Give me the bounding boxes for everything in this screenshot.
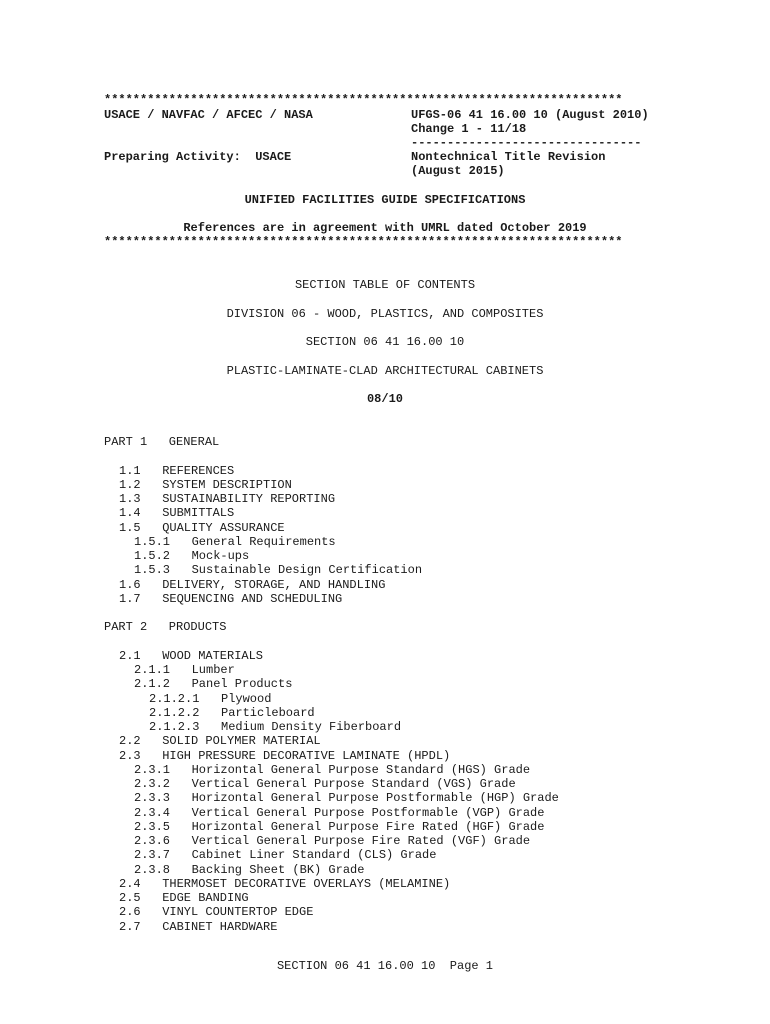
toc-entry-number: 2.3.2: [134, 777, 171, 791]
toc-part-heading: PART 2 PRODUCTS: [104, 620, 227, 635]
toc-entry-number: 2.3.7: [134, 848, 171, 862]
toc-entry-title: Mock-ups: [191, 549, 250, 563]
toc-entry-number: 1.5.2: [134, 549, 171, 563]
toc-entry: [149, 720, 401, 734]
toc-entry-number: 2.1.1: [134, 663, 171, 677]
toc-entry-number: 2.4: [119, 877, 141, 891]
toc-entry-number: 2.3.3: [134, 791, 171, 805]
toc-entry-number: 1.1: [119, 464, 141, 478]
header-preparing-activity: Preparing Activity: USACE: [104, 150, 292, 164]
toc-entry: [119, 749, 450, 763]
toc-entry-title: Sustainable Design Certification: [191, 563, 423, 577]
toc-entry-number: 1.7: [119, 592, 141, 606]
toc-entry-title: WOOD MATERIALS: [162, 649, 264, 663]
toc-entry-number: 2.5: [119, 891, 141, 905]
toc-entry: [134, 848, 436, 862]
toc-entry: [134, 863, 364, 877]
toc-entry-number: 2.3.1: [134, 763, 171, 777]
toc-entry-number: 2.7: [119, 920, 141, 934]
toc-entry-number: 2.3.5: [134, 820, 171, 834]
toc-date: 08/10: [366, 392, 403, 406]
header-ufgs-number: UFGS-06 41 16.00 10 (August 2010): [411, 108, 649, 122]
toc-entry-title: Horizontal General Purpose Fire Rated (HGF) Grade: [191, 820, 545, 834]
toc-entry-title: Vertical General Purpose Fire Rated (VGF) Grade: [191, 834, 531, 848]
toc-entry: [119, 920, 277, 934]
toc-entry-title: Horizontal General Purpose Standard (HGS) Grade: [191, 763, 531, 777]
toc-entry: [134, 563, 422, 577]
toc-entry-title: THERMOSET DECORATIVE OVERLAYS (MELAMINE): [162, 877, 451, 891]
toc-entry: [134, 677, 292, 691]
toc-entry: [119, 506, 234, 520]
toc-entry-number: 1.5.1: [134, 535, 171, 549]
toc-entry-title: CABINET HARDWARE: [162, 920, 278, 934]
toc-entry: [119, 464, 234, 478]
toc-entry-number: 2.1.2.2: [149, 706, 200, 720]
toc-entry: [119, 905, 313, 919]
toc-entry-number: 1.2: [119, 478, 141, 492]
toc-entry-number: 1.5: [119, 521, 141, 535]
toc-entry-title: HIGH PRESSURE DECORATIVE LAMINATE (HPDL): [162, 749, 451, 763]
toc-entry-title: SYSTEM DESCRIPTION: [162, 478, 292, 492]
toc-entry-number: 2.1.2: [134, 677, 171, 691]
toc-division: DIVISION 06 - WOOD, PLASTICS, AND COMPOSITES: [226, 307, 544, 321]
toc-entry-title: SOLID POLYMER MATERIAL: [162, 734, 321, 748]
toc-entry-number: 2.3.4: [134, 806, 171, 820]
toc-part-heading: PART 1 GENERAL: [104, 435, 220, 449]
toc-entry: [134, 777, 516, 791]
header-ufgs-title: UNIFIED FACILITIES GUIDE SPECIFICATIONS: [244, 193, 526, 207]
header-stars-top: ************************************************************************: [104, 93, 623, 107]
toc-entry-title: Vertical General Purpose Standard (VGS) Grade: [191, 777, 516, 791]
toc-entry: [119, 877, 450, 891]
toc-entry-title: SEQUENCING AND SCHEDULING: [162, 592, 343, 606]
toc-entry: [134, 834, 530, 848]
toc-entry-title: VINYL COUNTERTOP EDGE: [162, 905, 314, 919]
header-revision-line2: (August 2015): [411, 164, 505, 178]
toc-entry-number: 2.1: [119, 649, 141, 663]
toc-entry-title: QUALITY ASSURANCE: [162, 521, 285, 535]
toc-section-number: SECTION 06 41 16.00 10: [305, 335, 465, 349]
toc-entry-title: Panel Products: [191, 677, 293, 691]
toc-entry-title: DELIVERY, STORAGE, AND HANDLING: [162, 578, 386, 592]
toc-entry-number: 2.3.8: [134, 863, 171, 877]
toc-entry-title: Lumber: [191, 663, 235, 677]
toc-entry-title: Medium Density Fiberboard: [221, 720, 402, 734]
header-change: Change 1 - 11/18: [411, 122, 527, 136]
toc-entry: [119, 592, 342, 606]
toc-entry-number: 2.6: [119, 905, 141, 919]
toc-entry: [119, 891, 249, 905]
toc-entry: [119, 492, 335, 506]
toc-entry: [134, 763, 530, 777]
toc-entry-number: 1.3: [119, 492, 141, 506]
toc-entry-title: EDGE BANDING: [162, 891, 249, 905]
toc-entry-title: Horizontal General Purpose Postformable (HGP) Grade: [191, 791, 559, 805]
toc-entry-number: 1.4: [119, 506, 141, 520]
toc-entry: [134, 806, 544, 820]
toc-entry: [119, 478, 292, 492]
header-references: References are in agreement with UMRL dated October 2019: [183, 221, 587, 235]
toc-entry-number: 2.3.6: [134, 834, 171, 848]
toc-entry: [119, 649, 263, 663]
toc-entry: [134, 791, 559, 805]
header-dashes: --------------------------------: [411, 136, 642, 150]
toc-entry-number: 2.1.2.3: [149, 720, 200, 734]
toc-entry-title: REFERENCES: [162, 464, 235, 478]
toc-entry-number: 2.1.2.1: [149, 692, 200, 706]
toc-entry: [134, 535, 336, 549]
toc-entry: [149, 706, 315, 720]
toc-title: SECTION TABLE OF CONTENTS: [294, 278, 476, 292]
toc-entry: [134, 820, 544, 834]
toc-entry-title: Backing Sheet (BK) Grade: [191, 863, 365, 877]
toc-entry-title: Cabinet Liner Standard (CLS) Grade: [191, 848, 437, 862]
toc-section-name: PLASTIC-LAMINATE-CLAD ARCHITECTURAL CABINETS: [226, 364, 544, 378]
toc-entry-number: 1.5.3: [134, 563, 171, 577]
toc-entry: [119, 734, 321, 748]
page-footer: SECTION 06 41 16.00 10 Page 1: [276, 959, 494, 973]
toc-entry-title: Plywood: [221, 692, 272, 706]
toc-entry-number: 2.3: [119, 749, 141, 763]
toc-entry-title: Vertical General Purpose Postformable (VGP) Grade: [191, 806, 545, 820]
toc-entry: [119, 578, 385, 592]
toc-entry: [134, 549, 249, 563]
toc-entry: [119, 521, 285, 535]
header-revision-line1: Nontechnical Title Revision: [411, 150, 606, 164]
header-stars-bottom: ************************************************************************: [104, 235, 623, 249]
toc-entry: [149, 692, 271, 706]
toc-entry-title: SUSTAINABILITY REPORTING: [162, 492, 336, 506]
toc-entry-title: Particleboard: [221, 706, 315, 720]
toc-entry: [134, 663, 235, 677]
toc-entry-number: 1.6: [119, 578, 141, 592]
header-agencies: USACE / NAVFAC / AFCEC / NASA: [104, 108, 313, 122]
toc-entry-number: 2.2: [119, 734, 141, 748]
toc-entry-title: General Requirements: [191, 535, 336, 549]
toc-entry-title: SUBMITTALS: [162, 506, 235, 520]
